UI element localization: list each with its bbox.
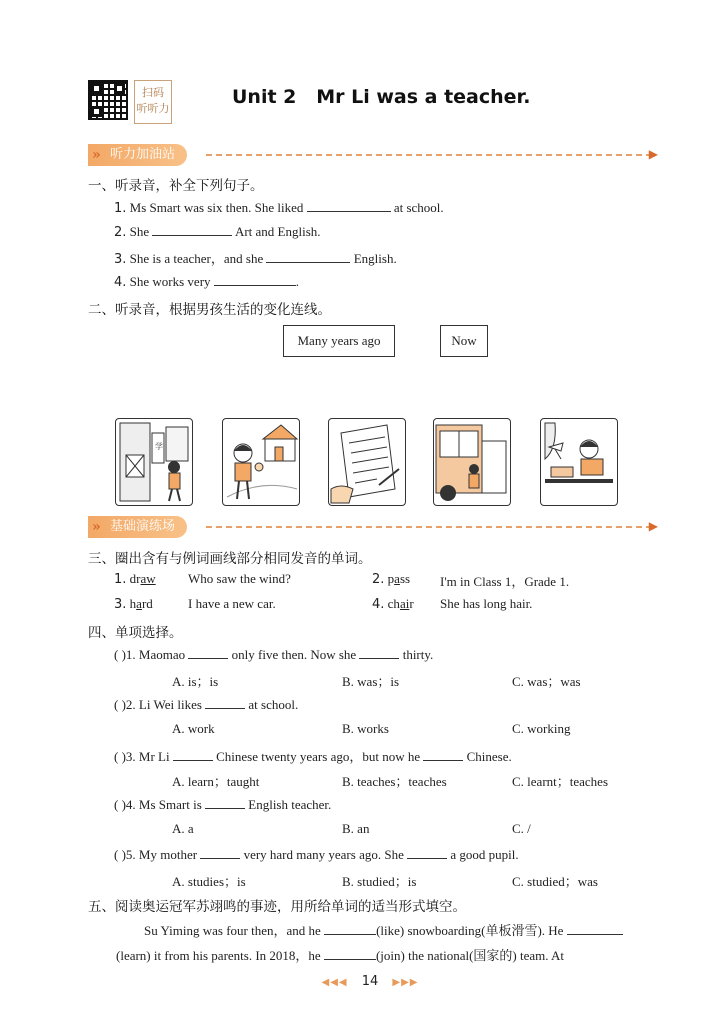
left-arrows-icon: ◀◀◀: [321, 977, 348, 988]
passage-line-2: (learn) it from his parents. In 2018，he (join) the national(国家的) team. At: [116, 948, 565, 963]
answer-blank: [200, 846, 240, 859]
picture-paper[interactable]: [328, 418, 406, 506]
option-c[interactable]: C. working: [512, 721, 571, 736]
phonics-item-2[interactable]: 2. pass: [372, 571, 411, 587]
phonics-item-1[interactable]: 1. draw: [114, 571, 156, 587]
answer-blank: [423, 748, 463, 761]
question-1: ( )1. Maomao only five then. Now she thirty.: [114, 647, 434, 662]
option-a[interactable]: A. a: [172, 821, 194, 836]
option-a[interactable]: A. learn；taught: [172, 774, 260, 789]
right-arrows-icon: ▶▶▶: [392, 977, 419, 988]
phonics-item-4[interactable]: 4. chair: [372, 596, 414, 612]
option-a[interactable]: A. studies；is: [172, 874, 246, 889]
answer-blank[interactable]: [307, 199, 391, 212]
answer-paren[interactable]: ( ): [114, 697, 126, 712]
answer-paren[interactable]: ( ): [114, 749, 126, 764]
answer-blank[interactable]: [214, 273, 296, 286]
listen-item-4: 4. She works very .: [114, 274, 300, 290]
option-c[interactable]: C. was；was: [512, 674, 581, 689]
question-3: ( )3. Mr Li Chinese twenty years ago，but now he Chinese.: [114, 749, 512, 764]
phonics-sentence-3[interactable]: I have a new car.: [188, 596, 276, 611]
option-a[interactable]: A. work: [172, 721, 215, 736]
banner-basic: 基础演练场 » ▶: [88, 516, 652, 538]
arrow-right-icon: ▶: [648, 147, 658, 161]
answer-blank[interactable]: [324, 947, 376, 960]
page-footer: [310, 974, 430, 989]
option-b[interactable]: B. was；is: [342, 674, 400, 689]
option-c[interactable]: C. studied；was: [512, 874, 598, 889]
svg-text:学: 学: [155, 442, 163, 451]
section5-heading: 五、阅读奥运冠军苏翊鸣的事迹，用所给单词的适当形式填空。: [88, 899, 466, 915]
answer-blank: [407, 846, 447, 859]
answer-blank[interactable]: [567, 922, 623, 935]
listen-item-3: 3. She is a teacher，and she English.: [114, 251, 397, 267]
answer-blank: [205, 796, 245, 809]
option-a[interactable]: A. is；is: [172, 674, 219, 689]
option-b[interactable]: B. teaches；teaches: [342, 774, 447, 789]
arrow-icon: »: [92, 147, 101, 163]
bus-illustration: [434, 419, 510, 505]
listen-item-2: 2. She Art and English.: [114, 224, 321, 240]
option-c[interactable]: C. /: [512, 821, 531, 836]
phonics-item-3[interactable]: 3. hard: [114, 596, 153, 612]
answer-paren[interactable]: ( ): [114, 797, 126, 812]
answer-blank[interactable]: [266, 250, 350, 263]
option-c[interactable]: C. learnt；teaches: [512, 774, 609, 789]
picture-boy-house[interactable]: [222, 418, 300, 506]
picture-school[interactable]: [115, 418, 193, 506]
answer-blank[interactable]: [324, 922, 376, 935]
answer-blank: [173, 748, 213, 761]
question-5: ( )5. My mother very hard many years ago. She a good pupil.: [114, 847, 519, 862]
picture-bus[interactable]: [433, 418, 511, 506]
section4-heading: 四、单项选择。: [88, 625, 183, 641]
answer-blank[interactable]: [152, 223, 232, 236]
arrow-right-icon: ▶: [648, 519, 658, 533]
answer-blank: [188, 646, 228, 659]
answer-blank: [205, 696, 245, 709]
boy-house-illustration: [223, 419, 299, 505]
phonics-sentence-2[interactable]: I'm in Class 1，Grade 1.: [440, 574, 570, 589]
section2-heading: 二、听录音，根据男孩生活的变化连线。: [88, 302, 331, 318]
study-desk-illustration: [541, 419, 617, 505]
arrow-icon: »: [92, 519, 101, 535]
page-title: Unit 2 Mr Li was a teacher.: [232, 86, 531, 108]
section3-heading: 三、圈出含有与例词画线部分相同发音的单词。: [88, 551, 372, 567]
phonics-sentence-1[interactable]: Who saw the wind?: [188, 571, 291, 586]
scan-stamp: 扫码 听听力: [134, 80, 172, 124]
option-b[interactable]: B. studied；is: [342, 874, 417, 889]
box-many-years-ago[interactable]: Many years ago: [283, 325, 395, 357]
answer-blank: [359, 646, 399, 659]
answer-paren[interactable]: ( ): [114, 847, 126, 862]
phonics-sentence-4[interactable]: She has long hair.: [440, 596, 533, 611]
question-4: ( )4. Ms Smart is English teacher.: [114, 797, 332, 812]
question-2: ( )2. Li Wei likes at school.: [114, 697, 299, 712]
section1-heading: 一、听录音，补全下列句子。: [88, 178, 264, 194]
paper-illustration: [329, 419, 405, 505]
answer-paren[interactable]: ( ): [114, 647, 126, 662]
picture-study-desk[interactable]: [540, 418, 618, 506]
box-now[interactable]: Now: [440, 325, 488, 357]
school-illustration: [116, 419, 192, 505]
banner-listening: 听力加油站 » ▶: [88, 144, 652, 166]
option-b[interactable]: B. an: [342, 821, 370, 836]
listen-item-1: 1. Ms Smart was six then. She liked at school.: [114, 200, 444, 216]
qr-code: [88, 80, 128, 120]
passage-line-1: Su Yiming was four then，and he (like) snowboarding(单板滑雪). He: [144, 920, 623, 939]
option-b[interactable]: B. works: [342, 721, 389, 736]
page-number: 14: [361, 974, 379, 989]
